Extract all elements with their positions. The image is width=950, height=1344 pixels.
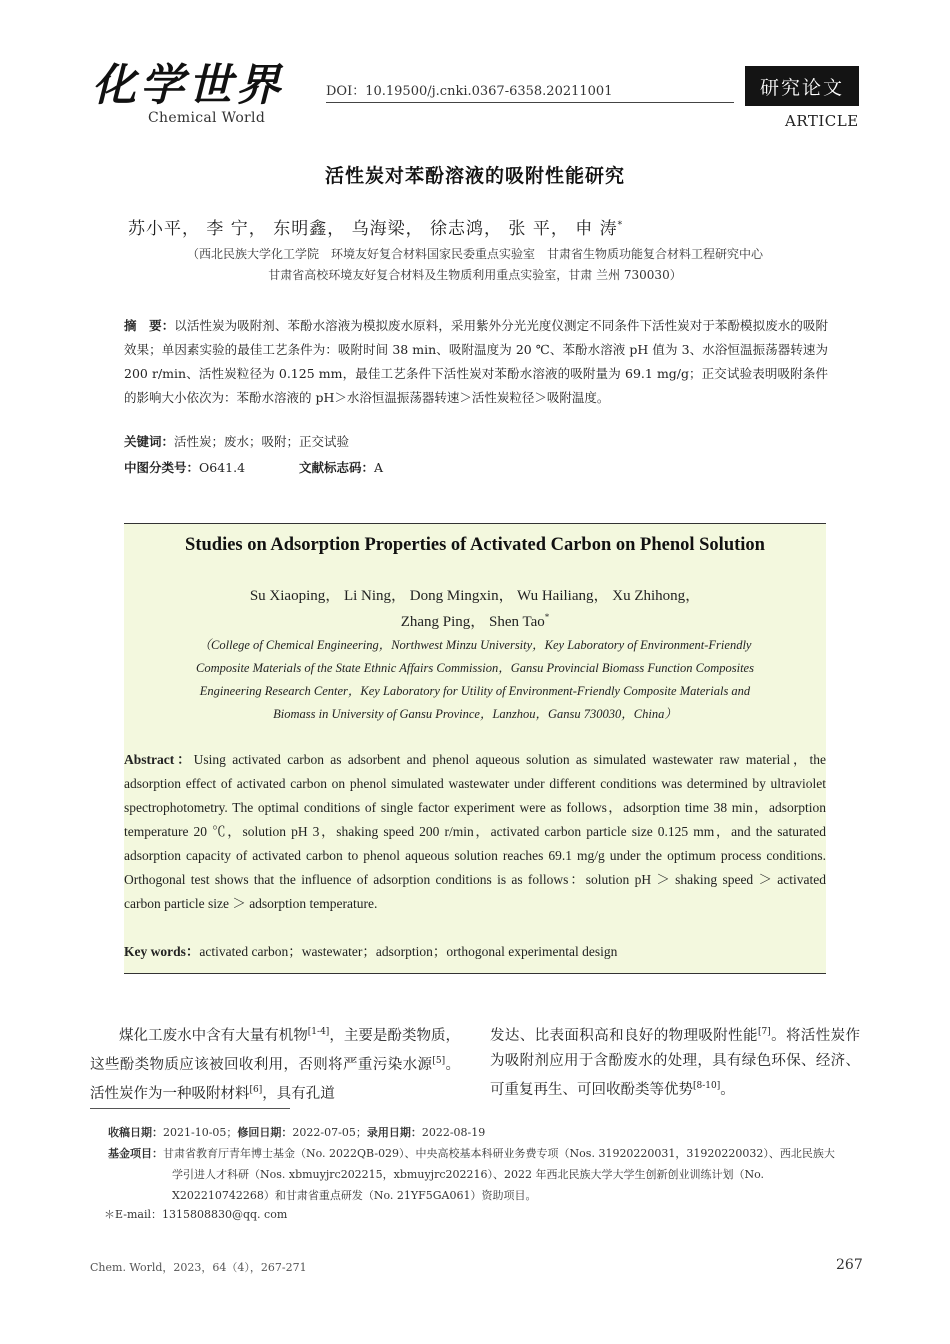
received-label: 收稿日期： — [108, 1126, 163, 1139]
body-text: 煤化工废水中含有大量有机物 — [119, 1027, 308, 1044]
keywords-cn-label: 关键词： — [124, 434, 175, 449]
affiliation-en-line4: Biomass in University of Gansu Province，Lanzhou，Gansu 730030，China） — [273, 707, 677, 721]
body-column-right — [490, 1020, 860, 1103]
doc-code-value: A — [374, 460, 384, 475]
abstract-cn-label: 摘 要： — [124, 318, 175, 333]
keywords-en — [124, 940, 617, 960]
footnote-fund — [108, 1143, 848, 1165]
author-list-en-line2 — [0, 610, 950, 631]
abstract-en-label: Abstract： — [124, 752, 194, 767]
keywords-cn-text: 活性炭；废水；吸附；正交试验 — [174, 434, 350, 449]
fund-text-line2: 学引进人才科研（Nos. xbmuyjrc202215，xbmuyjrc202216）、2022 年西北民族大学大学生创新创业训练计划（No. — [172, 1168, 765, 1181]
corresponding-mark: * — [617, 220, 624, 231]
category-label-en: ARTICLE — [785, 112, 859, 130]
abstract-cn-text: 以活性炭为吸附剂、苯酚水溶液为模拟废水原料，采用紫外分光光度仪测定不同条件下活性炭对于苯酚模拟废水的吸附效果；单因素实验的最佳工艺条件为：吸附时间 38 min、吸附温度为 20 ℃、苯酚水溶液 pH 值为 3、水浴恒温振荡器转速为 200 r/min、活性炭粒径为 0.125 mm，最佳工艺条件下活性炭对苯酚水溶液的吸附量为 69.1 mg/g；正交试验表明吸附条件的影响大小依次为：苯酚水溶液的 pH＞水浴恒温振荡器转速＞活性炭粒径＞吸附温度。 — [124, 318, 828, 405]
journal-logo — [92, 60, 328, 106]
author-list-en-line1: Su Xiaoping， Li Ning， Dong Mingxin， Wu Hailiang， Xu Zhihong， — [249, 588, 701, 604]
affiliation-cn-line2: 甘肃省高校环境友好复合材料及生物质利用重点实验室，甘肃 兰州 730030） — [268, 268, 682, 282]
abstract-en-text: Using activated carbon as adsorbent and phenol aqueous solution as simulated wastewater raw material，the adsorption effect of activated carbon on phenol simulated wastewater under different conditions was determined by ultraviolet spectrophotometry. The optimal conditions of single factor experiment were as follows，adsorption time 38 min，adsorption temperature 20 ℃，solution pH 3，shaking speed 200 r/min，activated carbon particle size 0.125 mm，and the saturated adsorption capacity of activated carbon to phenol aqueous solution reaches 69.1 mg/g under the optimum process conditions. Orthogonal test shows that the influence of adsorption conditions is as follows：solution pH ＞ shaking speed ＞ activated carbon particle size ＞ adsorption temperature. — [124, 752, 826, 911]
fund-text-line1: 甘肃省教育厅青年博士基金（No. 2022QB-029）、中央高校基本科研业务费专项（Nos. 31920220031，31920220032）、西北民族大 — [163, 1147, 835, 1160]
clc-value: O641.4 — [199, 460, 246, 475]
paper-title-cn: 活性炭对苯酚溶液的吸附性能研究 — [324, 165, 625, 187]
accepted-label: 录用日期： — [366, 1126, 422, 1139]
fund-text-line3: X202210742268）和甘肃省重点研发（No. 21YF5GA061）资助项目。 — [172, 1189, 537, 1202]
author-list-cn — [128, 214, 623, 239]
footer-citation: Chem. World，2023，64（4），267-271 — [90, 1261, 307, 1274]
body-text: 。 — [720, 1081, 735, 1098]
journal-name-en: Chemical World — [148, 110, 266, 126]
category-badge: 研究论文 — [745, 66, 859, 106]
affiliation-en-line1: （College of Chemical Engineering，Northwest Minzu University，Key Laboratory of Environment-Friendly — [198, 638, 752, 652]
citation-ref[interactable]: [5] — [432, 1055, 446, 1066]
body-text: 。活性炭作为一种吸附材料 — [90, 1056, 461, 1102]
body-text: 。将活性炭作为吸附剂应用于含酚废水的处理，具有绿色环保、经济、可重复再生、可回收酚类等优势 — [490, 1027, 860, 1098]
received-date: 2021-10-05； — [163, 1126, 238, 1139]
classification — [124, 458, 383, 476]
authors-cn-text: 苏小平， 李 宁， 东明鑫， 乌海梁， 徐志鸿， 张 平， 申 涛 — [128, 219, 618, 239]
revised-date: 2022-07-05； — [292, 1126, 367, 1139]
body-text: ，具有孔道 — [262, 1085, 335, 1102]
header-divider — [326, 102, 734, 103]
keywords-cn — [124, 432, 349, 450]
clc-label: 中图分类号： — [124, 460, 200, 475]
authors-en-text: Zhang Ping， Shen Tao — [400, 614, 545, 630]
citation-ref[interactable]: [7] — [757, 1027, 771, 1037]
corresponding-mark-en: * — [544, 612, 550, 622]
keywords-en-label: Key words： — [124, 944, 200, 959]
page-number: 267 — [836, 1257, 863, 1273]
affiliation-en-line3: Engineering Research Center，Key Laboratory for Utility of Environment-Friendly Composite Materials and — [199, 684, 751, 698]
paper-title-en: Studies on Adsorption Properties of Activated Carbon on Phenol Solution — [185, 535, 765, 555]
doi[interactable]: DOI：10.19500/j.cnki.0367-6358.20211001 — [326, 84, 613, 99]
footnote-dates — [108, 1122, 848, 1144]
affiliation-en-line2: Composite Materials of the State Ethnic Affairs Commission，Gansu Provincial Biomass Function Composites — [196, 661, 754, 675]
body-text: 发达、比表面积高和良好的物理吸附性能 — [490, 1027, 758, 1044]
body-column-left — [90, 1020, 460, 1106]
citation-ref[interactable]: [6] — [249, 1084, 263, 1095]
fund-label: 基金项目： — [108, 1147, 163, 1160]
footnote-divider — [90, 1108, 290, 1109]
abstract-en — [124, 748, 826, 916]
svg-text:化学世界: 化学世界 — [92, 60, 284, 106]
body-text: ，主要是酚类物质，这些酚类物质应该被回收利用，否则将严重污染水源 — [90, 1027, 461, 1073]
affiliation-cn-line1: （西北民族大学化工学院 环境友好复合材料国家民委重点实验室 甘肃省生物质功能复合材料工程研究中心 — [186, 247, 763, 261]
keywords-en-text: activated carbon；wastewater；adsorption；orthogonal experimental design — [199, 944, 618, 959]
accepted-date: 2022-08-19 — [421, 1126, 486, 1139]
citation-ref[interactable]: [8-10] — [693, 1080, 721, 1091]
corresponding-email[interactable]: ＊E-mail：1315808830@qq. com — [104, 1208, 288, 1221]
citation-ref[interactable]: [1-4] — [307, 1027, 330, 1037]
doc-code-label: 文献标志码： — [299, 460, 375, 475]
abstract-cn — [124, 314, 828, 410]
revised-label: 修回日期： — [237, 1126, 293, 1139]
